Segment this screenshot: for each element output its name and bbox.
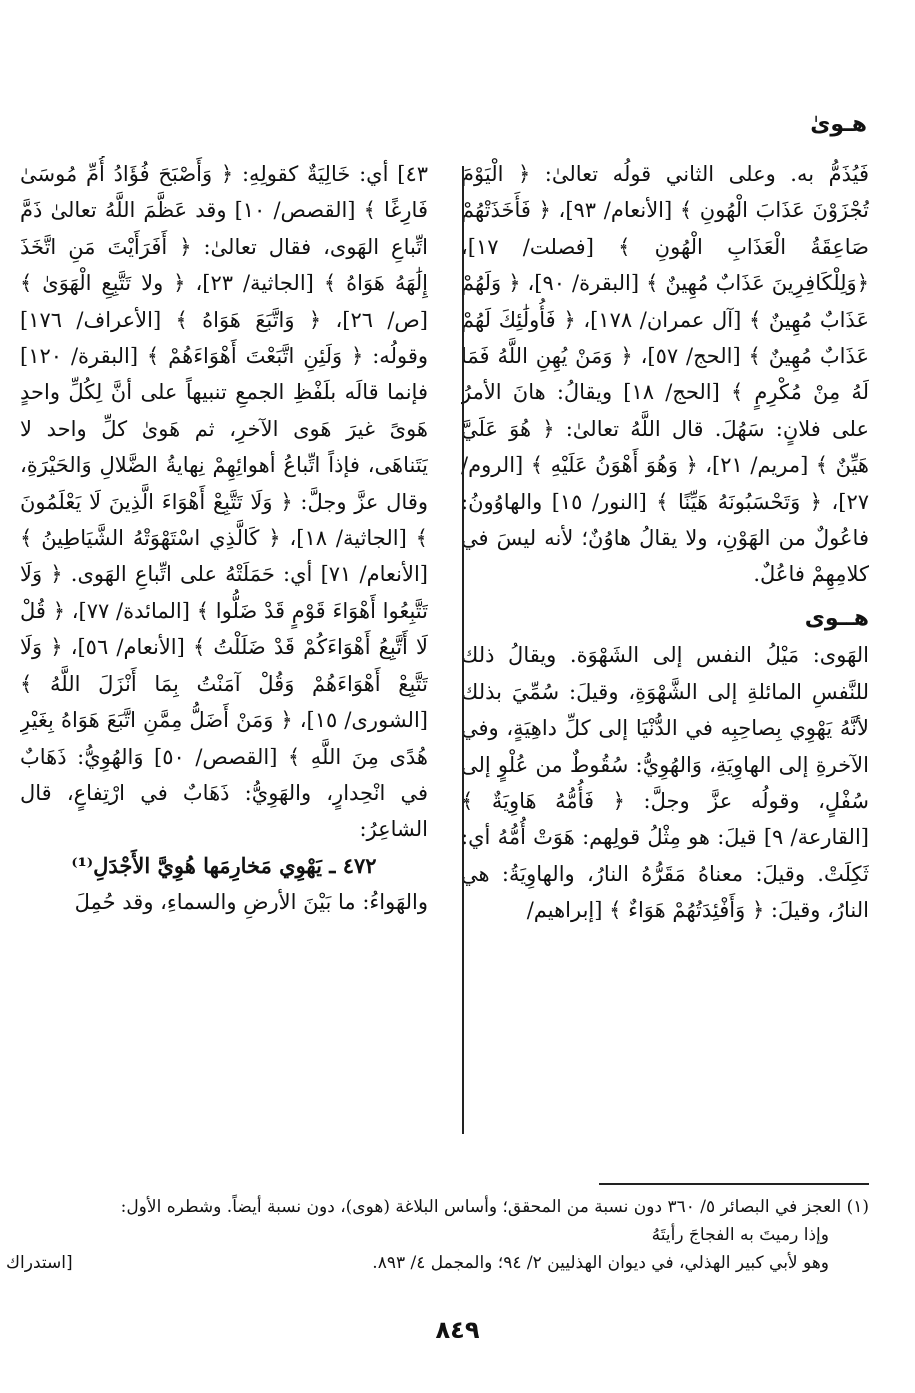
right-column — [461, 156, 869, 1138]
left-paragraph-2: والهَواءُ: ما بَيْنَ الأرضِ والسماءِ، وقد حُمِلَ — [74, 890, 428, 915]
footnote-line-3: وهو لأبي كبير الهذلي، في ديوان الهذليين ٢/ ٩٤؛ والمجمل ٤/ ٨٩٣. — [372, 1253, 829, 1273]
poetry-verse: ٤٧٢ ـ يَهْوِي مَخارِمَها هُوِيَّ الأَجْدَلِ⁽¹⁾ — [71, 852, 377, 878]
left-column — [20, 156, 428, 1138]
footnote-line-2: وإذا رميتَ به الفجاجَ رأيتَهُ — [651, 1225, 829, 1245]
page-number: ٨٤٩ — [435, 1316, 480, 1344]
addendum-marker: [استدراك — [6, 1253, 73, 1273]
running-header: هـوىٰ — [810, 112, 867, 137]
column-divider — [462, 166, 464, 1134]
footnote-line-1: (١) العجز في البصائر ٥/ ٣٦٠ دون نسبة من المحقق؛ وأساس البلاغة (هوى)، دون نسبة أيضاً. وشطره الأول: — [120, 1197, 869, 1217]
right-paragraph-1: فَيُذَمُّ به. وعلى الثاني قولُه تعالىٰ: ﴿ الْيَوْمَ تُجْزَوْنَ عَذَابَ الْهُونِ ﴾ [الأنعام/ ٩٣]، ﴿ فَأَخَذَتْهُمْ صَاعِقَةُ الْعَذَابِ الْهُونِ ﴾ [فصلت/ ١٧]، ﴿وَلِلْكَافِرِينَ عَذَابٌ مُهِينٌ ﴾ [البقرة/ ٩٠]، ﴿ وَلَهُمْ عَذَابٌ مُهِينٌ ﴾ [آل عمران/ ١٧٨]، ﴿ فَأُولَٰئِكَ لَهُمْ عَذَابٌ مُهِينٌ ﴾ [الحج/ ٥٧]، ﴿ وَمَنْ يُهِنِ اللَّهُ فَمَا لَهُ مِنْ مُكْرِمٍ ﴾ [الحج/ ١٨] ويقالُ: هانَ الأمرُ على فلانٍ: سَهُلَ. قال اللَّهُ تعالىٰ: ﴿ هُوَ عَلَيَّ هَيِّنٌ ﴾ [مريم/ ٢١]، ﴿ وَهُوَ أَهْوَنُ عَلَيْهِ ﴾ [الروم/ ٢٧]، ﴿ وَتَحْسَبُونَهُ هَيِّنًا ﴾ [النور/ ١٥] والهاوُونُ: فاعُولٌ من الهَوْنِ، ولا يقالُ هاوُنٌ؛ لأنه ليسَ في كلامِهِمْ فاعُلٌ. — [461, 162, 869, 587]
footnote-divider — [599, 1183, 869, 1185]
footnote — [39, 1193, 869, 1277]
entry-heading: هــوى — [804, 605, 869, 631]
left-paragraph-1: ٤٣] أي: خَالِيَةٌ كقولِهِ: ﴿ وَأَصْبَحَ فُؤَادُ أُمِّ مُوسَىٰ فَارِغًا ﴾ [القصص/ ١٠] وقد عَظَّمَ اللَّهُ تعالىٰ ذَمَّ اتِّباعِ الهَوى، فقال تعالىٰ: ﴿ أَفَرَأَيْتَ مَنِ اتَّخَذَ إِلَٰهَهُ هَوَاهُ ﴾ [الجاثية/ ٢٣]، ﴿ ولا تَتَّبِعِ الْهَوَىٰ ﴾ [ص/ ٢٦]، ﴿ وَاتَّبَعَ هَوَاهُ ﴾ [الأعراف/ ١٧٦] وقولُه: ﴿ وَلَئِنِ اتَّبَعْتَ أَهْوَاءَهُمْ ﴾ [البقرة/ ١٢٠] فإنما قالَه بلَفْظِ الجمعِ تنبيهاً على أنَّ لِكُلِّ واحدٍ هَوىً غيرَ هَوى الآخرِ، ثم هَوىٰ كلِّ واحد لا يَتَناهَى، فإذاً اتِّباعُ أهوائِهِمْ نِهايةُ الضَّلالِ وَالحَيْرَةِ، وقال عزَّ وجلَّ: ﴿ وَلَا تَتَّبِعْ أَهْوَاءَ الَّذِينَ لَا يَعْلَمُونَ ﴾ [الجاثية/ ١٨]، ﴿ كَالَّذِي اسْتَهْوَتْهُ الشَّيَاطِينُ ﴾ [الأنعام/ ٧١] أي: حَمَلَتْهُ على اتِّباعِ الهَوى. ﴿ وَلَا تَتَّبِعُوا أَهْوَاءَ قَوْمٍ قَدْ ضَلُّوا ﴾ [المائدة/ ٧٧]، ﴿ قُلْ لَا أَتَّبِعُ أَهْوَاءَكُمْ قَدْ ضَلَلْتُ ﴾ [الأنعام/ ٥٦]، ﴿ وَلَا تَتَّبِعْ أَهْوَاءَهُمْ وَقُلْ آمَنْتُ بِمَا أَنْزَلَ اللَّهُ ﴾ [الشورى/ ١٥]، ﴿ وَمَنْ أَضَلُّ مِمَّنِ اتَّبَعَ هَوَاهُ بِغَيْرِ هُدًى مِنَ اللَّهِ ﴾ [القصص/ ٥٠] وَالهُوِيُّ: ذَهَابٌ في انْحِدارٍ، والهَوِيُّ: ذَهَابٌ في ارْتِفاعٍ، قال الشاعِرُ: — [20, 162, 428, 842]
right-paragraph-2: الهَوى: مَيْلُ النفس إلى الشَهْوَة. ويقالُ ذلك للنَّفسِ المائلةِ إلى الشَّهْوَةِ، وقيلَ: سُمِّيَ بذلك لأنَّهُ يَهْوِي بِصاحِبِه في الدُّنْيَا إلى كلِّ داهِيَةٍ، وفي الآخرةِ إلى الهاوِيَةِ، وَالهُوِيُّ: سُقُوطٌ من عُلْوٍ إلى سُفْلٍ، وقولُه عزَّ وجلَّ: ﴿ فَأُمُّهُ هَاوِيَةٌ ﴾ [القارعة/ ٩] قيلَ: هو مِثْلُ قولِهم: هَوَتْ أُمُّهُ أي: ثَكِلَتْ. وقيلَ: معناهُ مَقَرُّهُ النارُ، والهاوِيَةُ: هي النارُ، وقيلَ: ﴿ وَأَفْئِدَتُهُمْ هَوَاءٌ ﴾ [إبراهيم/ — [461, 643, 869, 923]
